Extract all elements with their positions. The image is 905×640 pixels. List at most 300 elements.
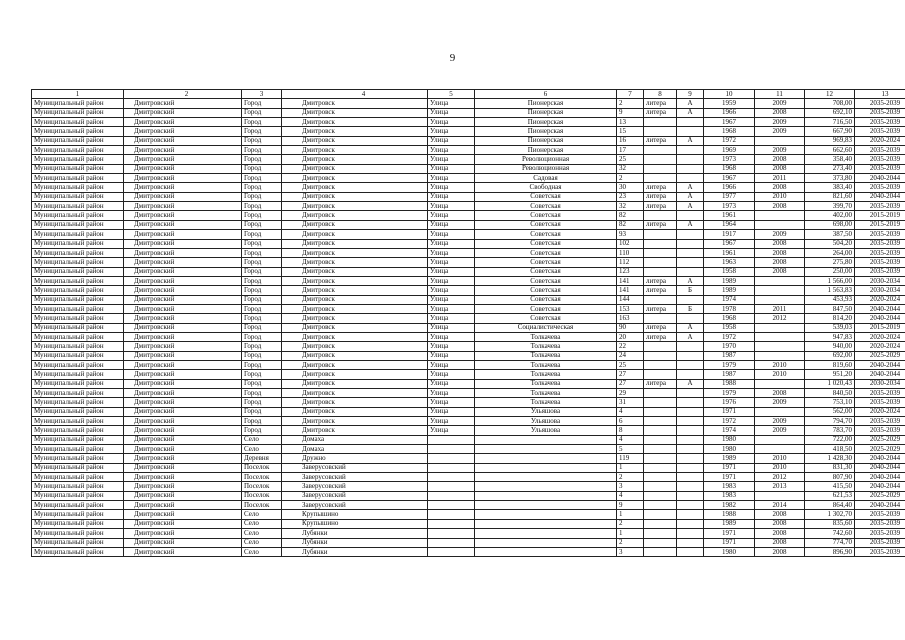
table-cell-col-8 (644, 482, 677, 491)
table-cell-col-12: 819,60 (805, 360, 855, 369)
table-cell-col-11 (755, 286, 805, 295)
table-cell-col-11: 2010 (755, 454, 805, 463)
table-cell-col-8 (644, 491, 677, 500)
table-cell-col-9 (677, 230, 704, 239)
table-cell-col-11: 2008 (755, 202, 805, 211)
table-cell-col-12: 753,10 (805, 398, 855, 407)
table-cell-col-3: Город (242, 417, 282, 426)
table-cell-col-12: 1 563,83 (805, 286, 855, 295)
table-cell-col-9 (677, 146, 704, 155)
table-cell-col-8 (644, 547, 677, 556)
table-cell-col-4: Дмитровск (282, 370, 428, 379)
table-cell-col-12: 794,70 (805, 417, 855, 426)
table-cell-col-9: А (677, 332, 704, 341)
table-cell-col-13: 2020-2024 (855, 342, 905, 351)
table-cell-col-7: 25 (617, 360, 644, 369)
table-cell-col-3: Город (242, 407, 282, 416)
table-cell-col-8 (644, 445, 677, 454)
table-cell-col-12: 662,60 (805, 146, 855, 155)
table-row (32, 519, 905, 528)
table-cell-col-12: 835,60 (805, 519, 855, 528)
table-cell-col-13: 2040-2044 (855, 501, 905, 510)
table-cell-col-3: Село (242, 510, 282, 519)
table-cell-col-6 (475, 538, 617, 547)
table-cell-col-8 (644, 473, 677, 482)
table-cell-col-12: 373,80 (805, 174, 855, 183)
table-cell-col-9: Б (677, 286, 704, 295)
table-cell-col-8 (644, 510, 677, 519)
table-cell-col-1: Муниципальный район (32, 276, 124, 285)
table-cell-col-12: 504,20 (805, 239, 855, 248)
table-cell-col-12: 814,20 (805, 314, 855, 323)
table-cell-col-5 (428, 454, 475, 463)
table-cell-col-3: Город (242, 174, 282, 183)
table-cell-col-9: А (677, 99, 704, 108)
table-cell-col-1: Муниципальный район (32, 239, 124, 248)
table-cell-col-6 (475, 445, 617, 454)
table-cell-col-1: Муниципальный район (32, 146, 124, 155)
table-cell-col-5: Улица (428, 211, 475, 220)
table-cell-col-1: Муниципальный район (32, 389, 124, 398)
table-cell-col-6: Пионерская (475, 99, 617, 108)
table-cell-col-1: Муниципальный район (32, 314, 124, 323)
table-row (32, 136, 905, 145)
table-cell-col-3: Город (242, 192, 282, 201)
table-cell-col-4: Дмитровск (282, 267, 428, 276)
table-cell-col-7: 4 (617, 491, 644, 500)
table-cell-col-2: Дмитровский (124, 267, 242, 276)
table-cell-col-11: 2009 (755, 426, 805, 435)
table-cell-col-13: 2015-2019 (855, 220, 905, 229)
table-cell-col-4: Дмитровск (282, 323, 428, 332)
housing-register-table (31, 89, 905, 557)
table-cell-col-9 (677, 426, 704, 435)
table-cell-col-13: 2025-2029 (855, 351, 905, 360)
table-cell-col-9 (677, 538, 704, 547)
table-cell-col-10: 1971 (704, 529, 755, 538)
table-cell-col-10: 1917 (704, 230, 755, 239)
table-cell-col-2: Дмитровский (124, 220, 242, 229)
table-cell-col-8 (644, 267, 677, 276)
table-cell-col-5: Улица (428, 342, 475, 351)
table-cell-col-4: Дмитровск (282, 192, 428, 201)
table-cell-col-11: 2008 (755, 519, 805, 528)
table-cell-col-12: 821,60 (805, 192, 855, 201)
table-cell-col-4: Дмитровск (282, 248, 428, 257)
table-cell-col-2: Дмитровский (124, 211, 242, 220)
table-cell-col-10: 1972 (704, 417, 755, 426)
table-row (32, 379, 905, 388)
table-cell-col-11 (755, 342, 805, 351)
table-cell-col-1: Муниципальный район (32, 473, 124, 482)
table-cell-col-2: Дмитровский (124, 108, 242, 117)
table-cell-col-1: Муниципальный район (32, 482, 124, 491)
table-cell-col-2: Дмитровский (124, 473, 242, 482)
table-cell-col-2: Дмитровский (124, 127, 242, 136)
table-cell-col-6: Советская (475, 239, 617, 248)
table-cell-col-7: 22 (617, 342, 644, 351)
table-cell-col-5 (428, 547, 475, 556)
table-cell-col-8 (644, 351, 677, 360)
table-cell-col-5: Улица (428, 314, 475, 323)
table-cell-col-1: Муниципальный район (32, 323, 124, 332)
table-cell-col-13: 2025-2029 (855, 435, 905, 444)
table-cell-col-11: 2010 (755, 192, 805, 201)
table-cell-col-7: 119 (617, 454, 644, 463)
table-cell-col-1: Муниципальный район (32, 258, 124, 267)
table-cell-col-7: 2 (617, 473, 644, 482)
table-row (32, 258, 905, 267)
table-cell-col-6: Советская (475, 286, 617, 295)
table-cell-col-8: литера (644, 220, 677, 229)
table-cell-col-1: Муниципальный район (32, 332, 124, 341)
table-cell-col-11 (755, 220, 805, 229)
table-cell-col-13: 2035-2039 (855, 202, 905, 211)
table-cell-col-6: Толкачева (475, 332, 617, 341)
table-cell-col-9 (677, 482, 704, 491)
table-cell-col-7: 17 (617, 146, 644, 155)
table-cell-col-5: Улица (428, 295, 475, 304)
table-cell-col-5: Улица (428, 155, 475, 164)
table-cell-col-6: Революционная (475, 155, 617, 164)
table-cell-col-1: Муниципальный район (32, 211, 124, 220)
table-cell-col-10: 1974 (704, 426, 755, 435)
table-cell-col-13: 2035-2039 (855, 155, 905, 164)
table-cell-col-2: Дмитровский (124, 202, 242, 211)
table-cell-col-4: Дмитровск (282, 108, 428, 117)
table-cell-col-2: Дмитровский (124, 323, 242, 332)
table-cell-col-4: Дмитровск (282, 146, 428, 155)
table-cell-col-1: Муниципальный район (32, 538, 124, 547)
table-cell-col-2: Дмитровский (124, 295, 242, 304)
table-cell-col-13: 2035-2039 (855, 426, 905, 435)
table-cell-col-6: Советская (475, 276, 617, 285)
table-cell-col-7: 2 (617, 174, 644, 183)
table-cell-col-2: Дмитровский (124, 538, 242, 547)
table-cell-col-1: Муниципальный район (32, 127, 124, 136)
table-cell-col-9 (677, 155, 704, 164)
table-cell-col-6: Советская (475, 248, 617, 257)
table-cell-col-7: 27 (617, 370, 644, 379)
table-cell-col-5: Улица (428, 417, 475, 426)
table-cell-col-1: Муниципальный район (32, 118, 124, 127)
table-row (32, 146, 905, 155)
table-cell-col-12: 621,53 (805, 491, 855, 500)
table-cell-col-9 (677, 501, 704, 510)
table-cell-col-6: Пионерская (475, 108, 617, 117)
table-cell-col-12: 667,90 (805, 127, 855, 136)
table-cell-col-6: Толкачева (475, 342, 617, 351)
table-cell-col-11: 2014 (755, 501, 805, 510)
table-row (32, 538, 905, 547)
table-cell-col-8 (644, 360, 677, 369)
table-cell-col-5: Улица (428, 136, 475, 145)
table-cell-col-10: 1973 (704, 155, 755, 164)
table-cell-col-13: 2040-2044 (855, 314, 905, 323)
table-cell-col-9: А (677, 323, 704, 332)
table-cell-col-6: Советская (475, 202, 617, 211)
table-cell-col-5: Улица (428, 267, 475, 276)
table-cell-col-9 (677, 360, 704, 369)
table-cell-col-5: Улица (428, 332, 475, 341)
table-row (32, 547, 905, 556)
table-row (32, 286, 905, 295)
table-cell-col-3: Поселок (242, 501, 282, 510)
table-cell-col-3: Город (242, 342, 282, 351)
table-row (32, 220, 905, 229)
table-cell-col-7: 5 (617, 445, 644, 454)
table-cell-col-5: Улица (428, 202, 475, 211)
table-cell-col-2: Дмитровский (124, 332, 242, 341)
table-cell-col-1: Муниципальный район (32, 342, 124, 351)
table-cell-col-4: Дмитровск (282, 174, 428, 183)
table-cell-col-12: 1 302,70 (805, 510, 855, 519)
table-cell-col-4: Дмитровск (282, 314, 428, 323)
table-cell-col-2: Дмитровский (124, 258, 242, 267)
table-cell-col-7: 24 (617, 351, 644, 360)
table-cell-col-3: Город (242, 379, 282, 388)
table-cell-col-2: Дмитровский (124, 164, 242, 173)
table-cell-col-8 (644, 342, 677, 351)
table-cell-col-8 (644, 127, 677, 136)
table-cell-col-2: Дмитровский (124, 360, 242, 369)
table-cell-col-7: 6 (617, 417, 644, 426)
header-row (32, 90, 905, 99)
table-cell-col-5 (428, 491, 475, 500)
table-cell-col-8 (644, 435, 677, 444)
table-cell-col-2: Дмитровский (124, 99, 242, 108)
table-cell-col-9 (677, 239, 704, 248)
table-cell-col-10: 1971 (704, 473, 755, 482)
table-cell-col-7: 110 (617, 248, 644, 257)
table-cell-col-10: 1959 (704, 99, 755, 108)
table-cell-col-13: 2030-2034 (855, 276, 905, 285)
table-cell-col-3: Город (242, 230, 282, 239)
table-cell-col-4: Дмитровск (282, 304, 428, 313)
table-cell-col-4: Дмитровск (282, 211, 428, 220)
table-row (32, 510, 905, 519)
table-cell-col-6: Толкачева (475, 370, 617, 379)
table-cell-col-3: Деревня (242, 454, 282, 463)
table-cell-col-9 (677, 118, 704, 127)
table-cell-col-5 (428, 445, 475, 454)
table-cell-col-5: Улица (428, 118, 475, 127)
table-cell-col-4: Дмитровск (282, 239, 428, 248)
table-cell-col-7: 32 (617, 164, 644, 173)
table-row (32, 360, 905, 369)
table-cell-col-8 (644, 155, 677, 164)
table-cell-col-11: 2011 (755, 174, 805, 183)
table-cell-col-4: Крупышино (282, 510, 428, 519)
table-cell-col-9: А (677, 192, 704, 201)
table-cell-col-5: Улица (428, 174, 475, 183)
table-cell-col-10: 1974 (704, 295, 755, 304)
table-cell-col-6 (475, 473, 617, 482)
table-cell-col-3: Город (242, 360, 282, 369)
table-cell-col-5: Улица (428, 351, 475, 360)
table-cell-col-10: 1980 (704, 547, 755, 556)
table-cell-col-1: Муниципальный район (32, 192, 124, 201)
column-header-5: 5 (428, 90, 475, 99)
table-cell-col-4: Дмитровск (282, 118, 428, 127)
table-cell-col-12: 1 428,30 (805, 454, 855, 463)
table-cell-col-2: Дмитровский (124, 379, 242, 388)
table-cell-col-3: Город (242, 304, 282, 313)
table-cell-col-6: Советская (475, 220, 617, 229)
table-cell-col-5: Улица (428, 370, 475, 379)
table-cell-col-11 (755, 379, 805, 388)
table-cell-col-6: Садовая (475, 174, 617, 183)
table-cell-col-3: Город (242, 314, 282, 323)
table-cell-col-11: 2010 (755, 463, 805, 472)
table-cell-col-5 (428, 473, 475, 482)
table-cell-col-3: Город (242, 295, 282, 304)
table-cell-col-10: 1979 (704, 389, 755, 398)
table-cell-col-9: А (677, 379, 704, 388)
table-cell-col-5: Улица (428, 164, 475, 173)
table-cell-col-12: 562,00 (805, 407, 855, 416)
table-cell-col-10: 1987 (704, 351, 755, 360)
table-cell-col-9 (677, 267, 704, 276)
table-cell-col-13: 2015-2019 (855, 323, 905, 332)
table-cell-col-10: 1989 (704, 454, 755, 463)
table-cell-col-3: Село (242, 529, 282, 538)
table-row (32, 248, 905, 257)
table-cell-col-6: Толкачева (475, 379, 617, 388)
table-cell-col-7: 20 (617, 332, 644, 341)
table-cell-col-13: 2025-2029 (855, 491, 905, 500)
table-cell-col-1: Муниципальный район (32, 407, 124, 416)
table-cell-col-11: 2008 (755, 389, 805, 398)
table-cell-col-7: 8 (617, 426, 644, 435)
table-cell-col-12: 692,00 (805, 351, 855, 360)
table-cell-col-4: Лубянки (282, 538, 428, 547)
table-cell-col-11 (755, 295, 805, 304)
table-cell-col-3: Город (242, 276, 282, 285)
table-cell-col-2: Дмитровский (124, 407, 242, 416)
table-cell-col-1: Муниципальный район (32, 295, 124, 304)
table-cell-col-9: А (677, 220, 704, 229)
table-row (32, 407, 905, 416)
table-cell-col-12: 742,60 (805, 529, 855, 538)
table-cell-col-8: литера (644, 379, 677, 388)
table-cell-col-9 (677, 519, 704, 528)
table-cell-col-11 (755, 332, 805, 341)
table-cell-col-4: Дмитровск (282, 286, 428, 295)
table-cell-col-1: Муниципальный район (32, 519, 124, 528)
table-cell-col-6 (475, 463, 617, 472)
table-cell-col-7: 144 (617, 295, 644, 304)
table-row (32, 482, 905, 491)
table-cell-col-10: 1979 (704, 360, 755, 369)
table-cell-col-4: Дмитровск (282, 360, 428, 369)
table-cell-col-9 (677, 342, 704, 351)
table-cell-col-13: 2035-2039 (855, 230, 905, 239)
table-cell-col-10: 1963 (704, 258, 755, 267)
table-cell-col-12: 840,50 (805, 389, 855, 398)
table-cell-col-6: Толкачева (475, 360, 617, 369)
table-cell-col-11 (755, 323, 805, 332)
table-cell-col-13: 2035-2039 (855, 183, 905, 192)
column-header-1: 1 (32, 90, 124, 99)
table-cell-col-11: 2008 (755, 547, 805, 556)
table-cell-col-2: Дмитровский (124, 370, 242, 379)
table-cell-col-8 (644, 211, 677, 220)
table-cell-col-6: Социалистическая (475, 323, 617, 332)
table-cell-col-7: 90 (617, 323, 644, 332)
table-cell-col-12: 807,90 (805, 473, 855, 482)
table-cell-col-8 (644, 174, 677, 183)
table-cell-col-11: 2008 (755, 248, 805, 257)
table-cell-col-6: Пионерская (475, 127, 617, 136)
table-cell-col-1: Муниципальный район (32, 426, 124, 435)
table-cell-col-12: 783,70 (805, 426, 855, 435)
table-cell-col-10: 1980 (704, 445, 755, 454)
table-row (32, 192, 905, 201)
table-cell-col-6: Советская (475, 192, 617, 201)
table-cell-col-7: 82 (617, 211, 644, 220)
table-cell-col-5: Улица (428, 127, 475, 136)
table-cell-col-3: Город (242, 267, 282, 276)
table-cell-col-8 (644, 529, 677, 538)
table-cell-col-8 (644, 295, 677, 304)
table-row (32, 202, 905, 211)
table-cell-col-9 (677, 435, 704, 444)
table-cell-col-9 (677, 314, 704, 323)
table-cell-col-10: 1971 (704, 407, 755, 416)
table-cell-col-13: 2035-2039 (855, 108, 905, 117)
table-cell-col-2: Дмитровский (124, 304, 242, 313)
table-cell-col-9 (677, 258, 704, 267)
table-cell-col-4: Лубянки (282, 547, 428, 556)
table-cell-col-9: А (677, 276, 704, 285)
table-cell-col-2: Дмитровский (124, 463, 242, 472)
table-cell-col-3: Город (242, 426, 282, 435)
table-cell-col-6: Толкачева (475, 351, 617, 360)
table-cell-col-7: 31 (617, 398, 644, 407)
table-cell-col-7: 141 (617, 276, 644, 285)
table-cell-col-10: 1964 (704, 220, 755, 229)
table-row (32, 127, 905, 136)
table-cell-col-1: Муниципальный район (32, 491, 124, 500)
table-cell-col-3: Город (242, 389, 282, 398)
table-cell-col-12: 774,70 (805, 538, 855, 547)
table-cell-col-9 (677, 398, 704, 407)
table-cell-col-12: 716,50 (805, 118, 855, 127)
table-cell-col-7: 23 (617, 192, 644, 201)
table-cell-col-5: Улица (428, 398, 475, 407)
table-cell-col-4: Дмитровск (282, 164, 428, 173)
table-cell-col-7: 1 (617, 463, 644, 472)
table-cell-col-9 (677, 295, 704, 304)
table-cell-col-4: Дмитровск (282, 426, 428, 435)
table-cell-col-5: Улица (428, 379, 475, 388)
table-cell-col-6: Пионерская (475, 136, 617, 145)
table-cell-col-4: Дмитровск (282, 99, 428, 108)
table-cell-col-11: 2009 (755, 146, 805, 155)
table-cell-col-2: Дмитровский (124, 248, 242, 257)
table-cell-col-8: литера (644, 202, 677, 211)
table-cell-col-10: 1973 (704, 202, 755, 211)
table-cell-col-5 (428, 501, 475, 510)
table-cell-col-10: 1980 (704, 435, 755, 444)
table-cell-col-7: 9 (617, 108, 644, 117)
table-cell-col-3: Город (242, 370, 282, 379)
table-cell-col-2: Дмитровский (124, 183, 242, 192)
table-cell-col-1: Муниципальный район (32, 547, 124, 556)
table-cell-col-8: литера (644, 286, 677, 295)
table-cell-col-11: 2009 (755, 398, 805, 407)
